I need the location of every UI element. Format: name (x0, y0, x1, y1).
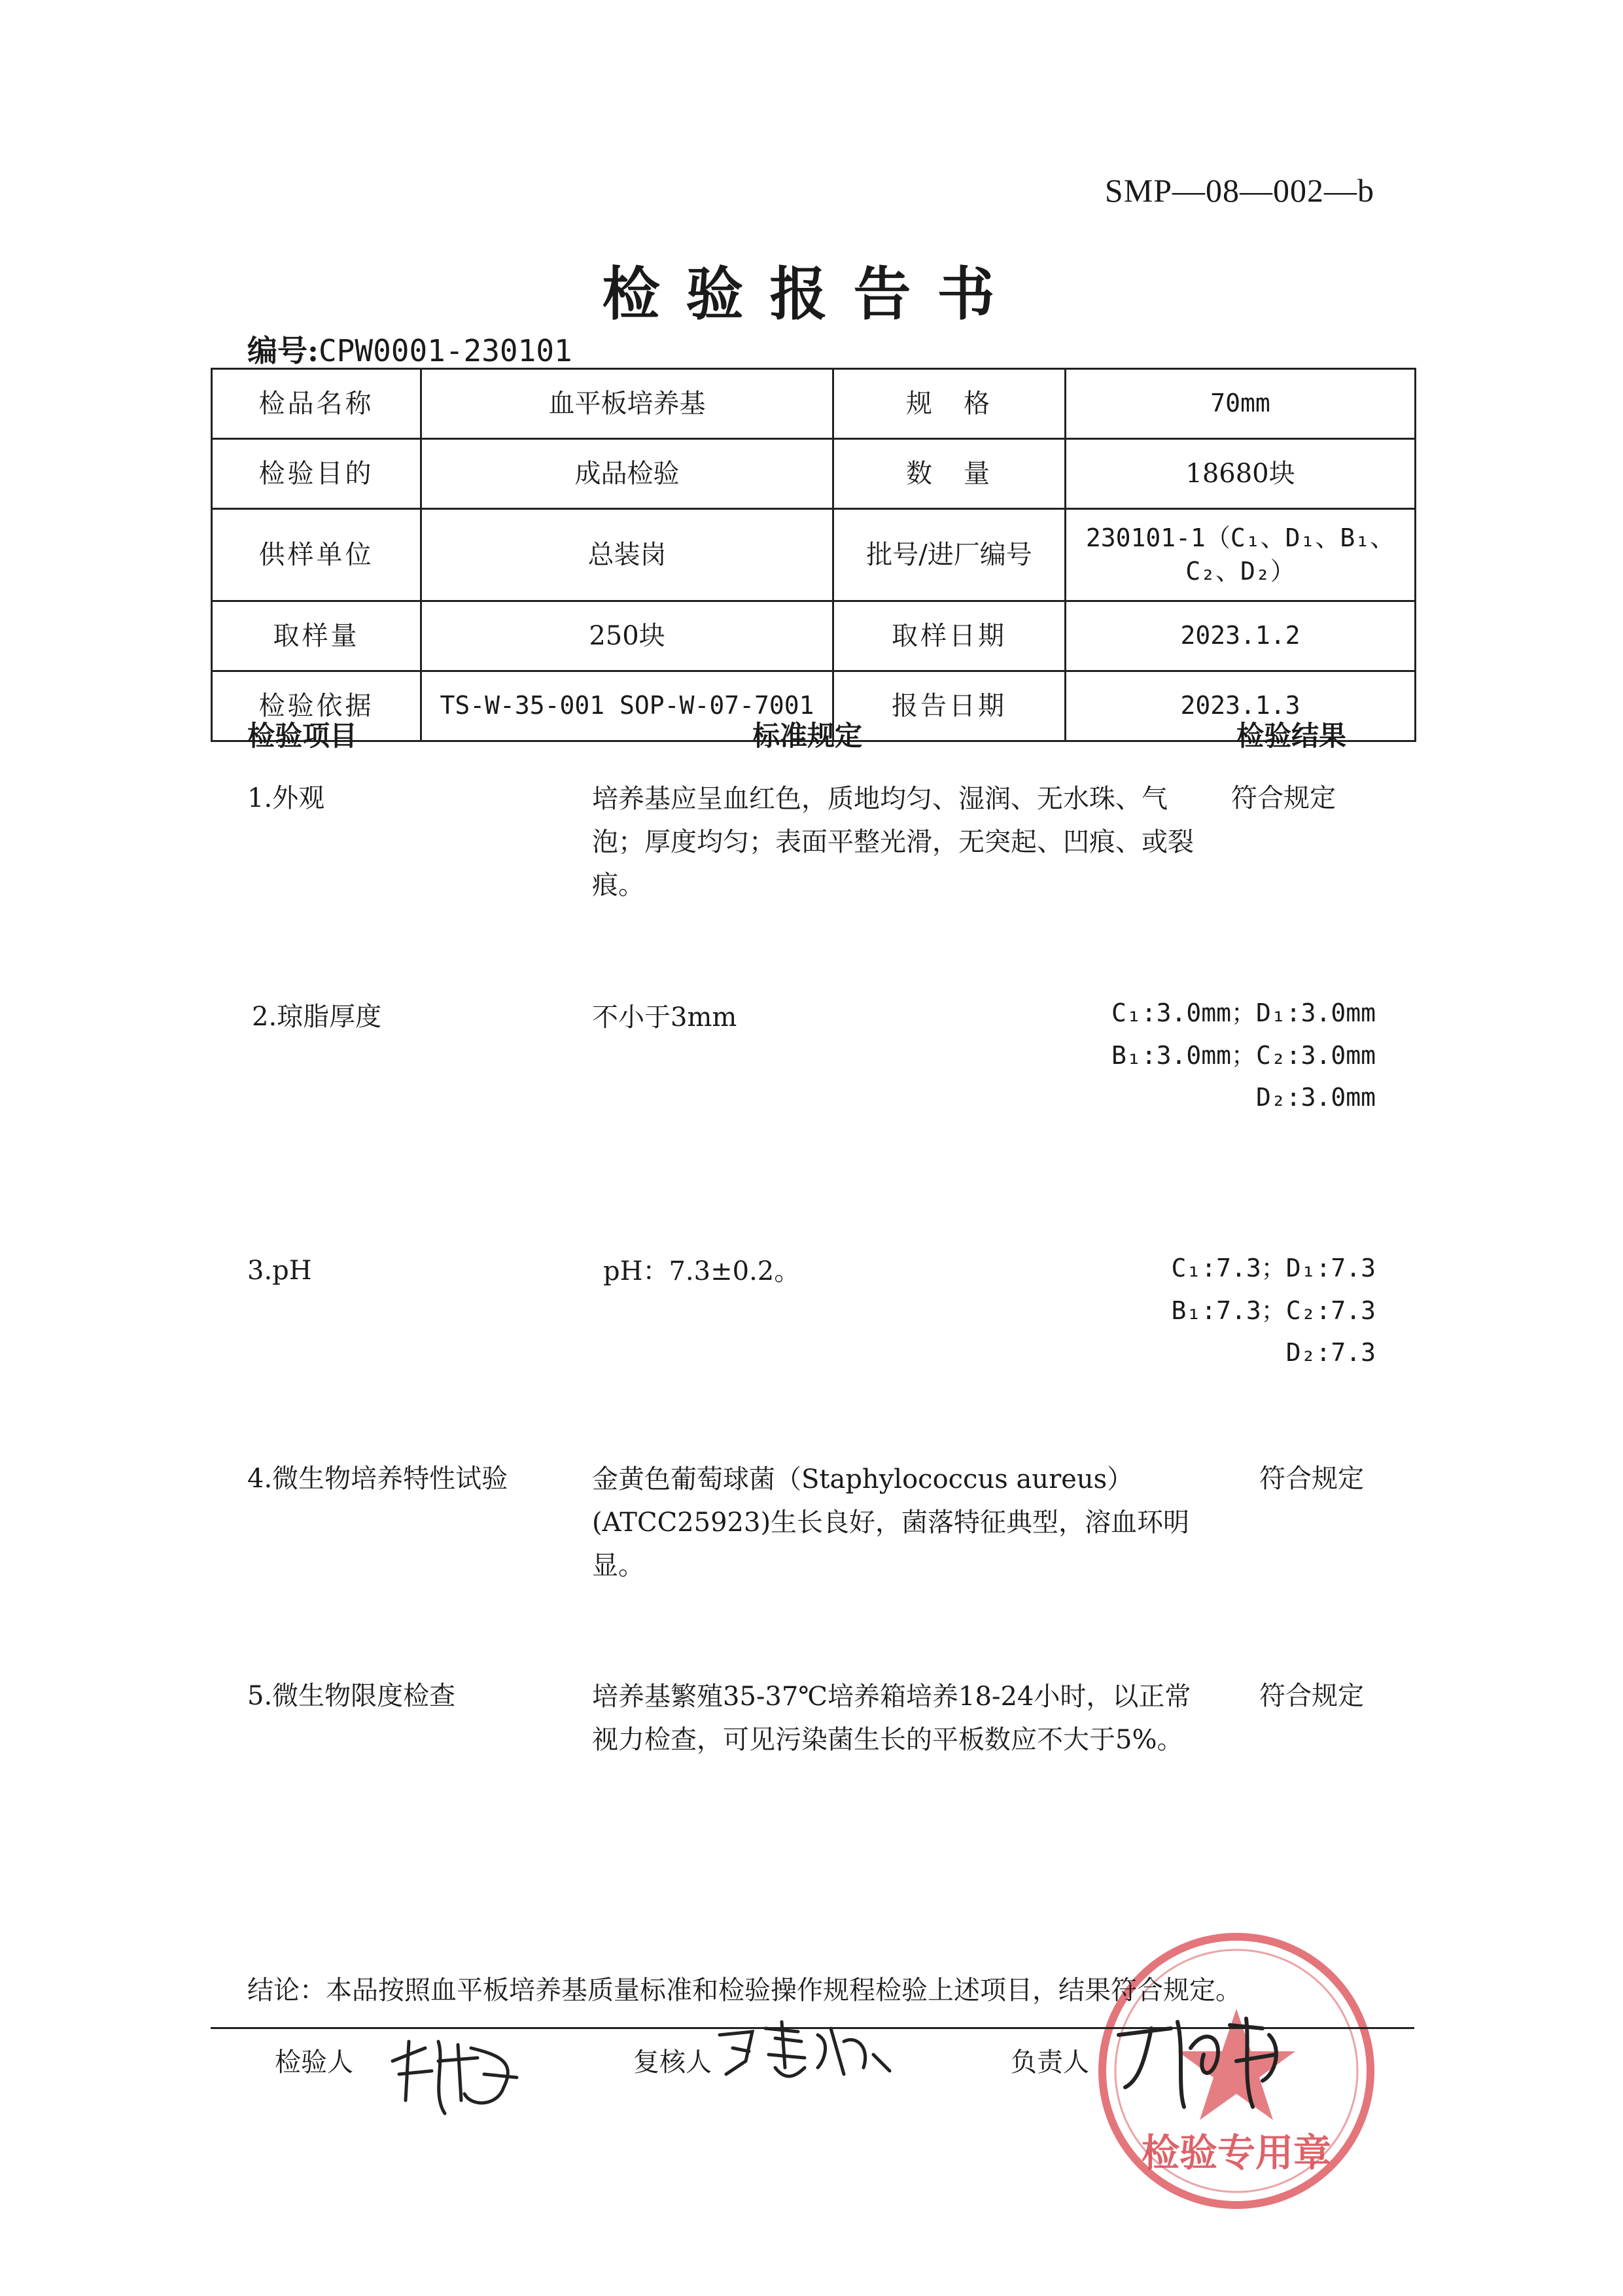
responsible-signature-icon (1112, 2009, 1308, 2113)
table-row (212, 369, 1416, 439)
conclusion: 结论：本品按照血平板培养基质量标准和检验操作规程检验上述项目，结果符合规定。 (247, 1975, 1242, 2005)
value-quantity: 18680块 (1066, 439, 1416, 509)
item-standard: 培养基应呈血红色，质地均匀、湿润、无水珠、气泡；厚度均匀；表面平整光滑，无突起、凹痕、或裂痕。 (592, 784, 1194, 900)
result-line: D₂:7.3 (1285, 1338, 1376, 1368)
item-standard: 培养基繁殖35-37℃培养箱培养18-24小时，以正常视力检查，可见污染菌生长的平板数应不大于5%。 (592, 1682, 1191, 1755)
table-row (212, 509, 1416, 601)
serial-value: CPW0001-230101 (318, 333, 572, 368)
inspector-signature-icon (386, 2022, 530, 2120)
label-purpose: 检验目的 (212, 439, 421, 509)
label-basis: 检验依据 (212, 671, 421, 741)
reviewer-label: 复核人 (633, 2047, 712, 2077)
item-result: 符合规定 (1231, 783, 1336, 813)
value-product-name: 血平板培养基 (421, 369, 833, 439)
value-report-date: 2023.1.3 (1066, 671, 1416, 741)
result-line: B₁:7.3；C₂:7.3 (1171, 1296, 1376, 1325)
item-standard: 金黄色葡萄球菌（Staphylococcus aureus）(ATCC25923)生长良好，菌落特征典型，溶血环明显。 (592, 1464, 1190, 1581)
label-product-name: 检品名称 (212, 369, 421, 439)
table-row (212, 601, 1416, 671)
item-name: 1.外观 (247, 783, 325, 813)
info-table (211, 368, 1416, 742)
serial-label: 编号: (247, 333, 319, 368)
reviewer-signature-icon (713, 2015, 896, 2094)
result-line: C₁:3.0mm；D₁:3.0mm (1111, 998, 1376, 1027)
column-header-standard: 标准规定 (752, 720, 863, 752)
responsible-label: 负责人 (1011, 2047, 1089, 2077)
label-sample-amount: 取样量 (212, 601, 421, 671)
value-sample-date: 2023.1.2 (1066, 601, 1416, 671)
result-line: D₂:3.0mm (1255, 1083, 1376, 1112)
page-title: 检验报告书 (602, 260, 1021, 328)
item-results (1171, 1247, 1376, 1374)
document-code: SMP—08—002—b (1104, 172, 1374, 209)
item-results (1111, 992, 1376, 1119)
column-header-result: 检验结果 (1236, 720, 1347, 752)
item-name: 5.微生物限度检查 (247, 1681, 456, 1711)
value-sample-amount: 250块 (421, 601, 833, 671)
item-result: 符合规定 (1259, 1464, 1364, 1494)
table-row (212, 439, 1416, 509)
inspector-label: 检验人 (275, 2047, 353, 2077)
value-spec: 70mm (1066, 369, 1416, 439)
serial-number (247, 327, 572, 370)
label-quantity: 数 量 (833, 439, 1066, 509)
label-batch: 批号/进厂编号 (833, 509, 1066, 601)
item-standard: pH：7.3±0.2。 (603, 1256, 801, 1286)
item-result: 符合规定 (1259, 1681, 1364, 1711)
item-name: 4.微生物培养特性试验 (247, 1464, 508, 1494)
result-line: B₁:3.0mm；C₂:3.0mm (1111, 1040, 1376, 1070)
result-line: C₁:7.3；D₁:7.3 (1171, 1254, 1376, 1282)
value-purpose: 成品检验 (421, 439, 833, 509)
value-batch: 230101-1（C₁、D₁、B₁、C₂、D₂） (1066, 509, 1416, 601)
column-header-item: 检验项目 (247, 720, 358, 752)
label-spec: 规 格 (833, 369, 1066, 439)
value-basis: TS-W-35-001 SOP-W-07-7001 (421, 671, 833, 741)
item-name: 3.pH (247, 1256, 312, 1286)
item-standard: 不小于3mm (592, 1002, 737, 1033)
seal-label: 检验专用章 (1141, 2130, 1332, 2175)
label-supplier: 供样单位 (212, 509, 421, 601)
value-supplier: 总装岗 (421, 509, 833, 601)
label-sample-date: 取样日期 (833, 601, 1066, 671)
label-report-date: 报告日期 (833, 671, 1066, 741)
item-name: 2.琼脂厚度 (252, 1002, 382, 1032)
